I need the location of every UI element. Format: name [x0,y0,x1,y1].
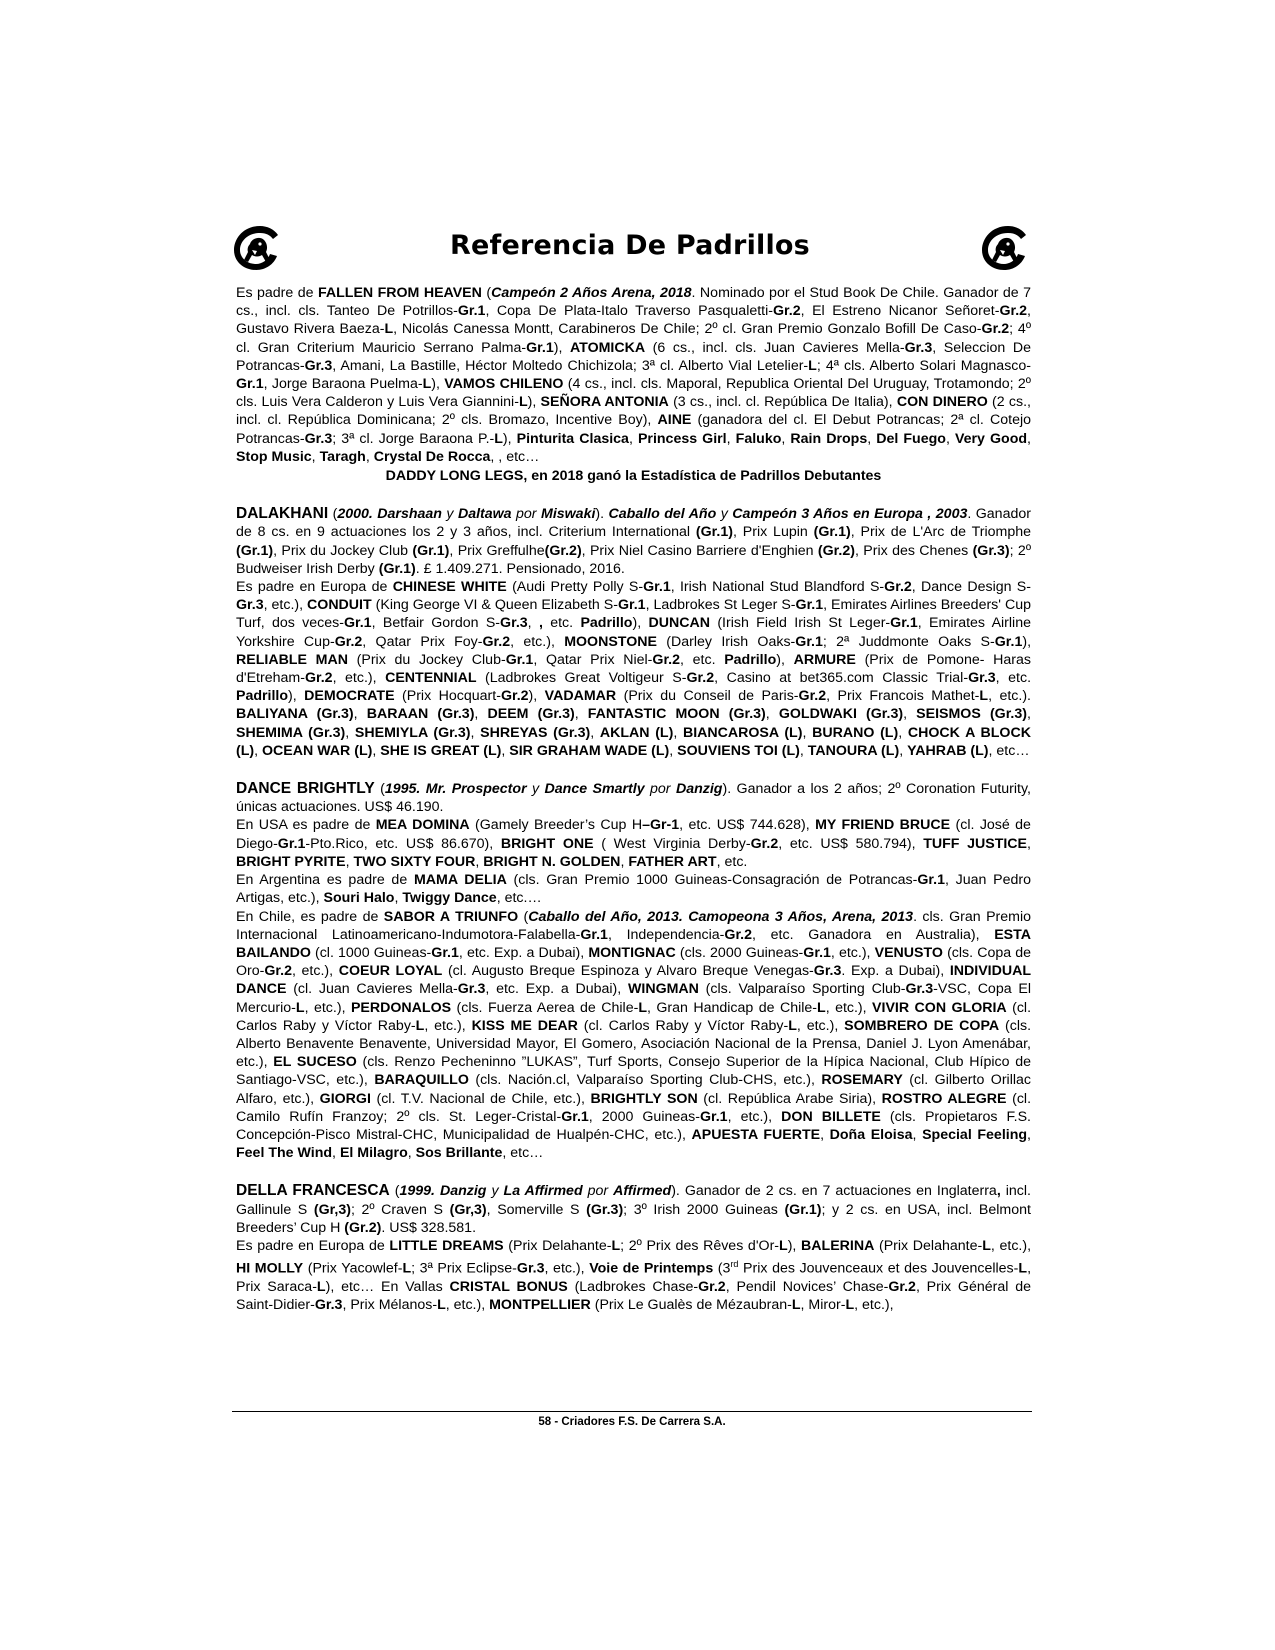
section-spacer [236,485,1031,505]
paragraph: Es padre de FALLEN FROM HEAVEN (Campeón 2 Años Arena, 2018. Nominado por el Stud Book De Chile. Ganador de 7 cs., incl. cls. Tanteo De Potrillos-Gr.1, Copa De Plata-Italo Traverso Pasqualetti-Gr.2, El Estreno Nicanor Señoret-Gr.2, Gustavo Rivera Baeza-L, Nicolás Canessa Montt, Carabineros De Chile; 2º cl. Gran Premio Gonzalo Bofill De Caso-Gr.2; 4º cl. Gran Criterium Mauricio Serrano Palma-Gr.1), ATOMICKA (6 cs., incl. cls. Juan Cavieres Mella-Gr.3, Seleccion De Potrancas-Gr.3, Amani, La Bastille, Héctor Moltedo Chichizola; 3ª cl. Alberto Vial Letelier-L; 4ª cls. Alberto Solari Magnasco-Gr.1, Jorge Baraona Puelma-L), VAMOS CHILENO (4 cs., incl. cls. Maporal, Republica Oriental Del Uruguay, Trotamondo; 2º cls. Luis Vera Calderon y Luis Vera Giannini-L), SEÑORA ANTONIA (3 cs., incl. cl. República De Italia), CON DINERO (2 cs., incl. cl. República Dominicana; 2º cls. Bromazo, Incentive Boy), AINE (ganadora del cl. El Debut Potrancas; 2ª cl. Cotejo Potrancas-Gr.3; 3ª cl. Jorge Baraona P.-L), Pinturita Clasica, Princess Girl, Faluko, Rain Drops, Del Fuego, Very Good, Stop Music, Taragh, Crystal De Rocca, , etc… [236,285,1032,465]
document-body [236,284,1031,1315]
highlight-note: DADDY LONG LEGS, en 2018 ganó la Estadística de Padrillos Debutantes [385,468,882,485]
footer-divider [232,1411,1032,1412]
paragraph: Es padre en Europa de CHINESE WHITE (Audi Pretty Polly S-Gr.1, Irish National Stud Blandford S-Gr.2, Dance Design S-Gr.3, etc.), CONDUIT (King George VI & Queen Elizabeth S-Gr.1, Ladbrokes St Leger S-Gr.1, Emirates Airlines Breeders' Cup Turf, dos veces-Gr.1, Betfair Gordon S-Gr.3, , etc. Padrillo), DUNCAN (Irish Field Irish St Leger-Gr.1, Emirates Airline Yorkshire Cup-Gr.2, Qatar Prix Foy-Gr.2, etc.), MOONSTONE (Darley Irish Oaks-Gr.1; 2ª Juddmonte Oaks S-Gr.1), RELIABLE MAN (Prix du Jockey Club-Gr.1, Qatar Prix Niel-Gr.2, etc. Padrillo), ARMURE (Prix de Pomone- Haras d'Etreham-Gr.2, etc.), CENTENNIAL (Ladbrokes Great Voltigeur S-Gr.2, Casino at bet365.com Classic Trial-Gr.3, etc. Padrillo), DEMOCRATE (Prix Hocquart-Gr.2), VADAMAR (Prix du Conseil de Paris-Gr.2, Prix Francois Mathet-L, etc.). BALIYANA (Gr.3), BARAAN (Gr.3), DEEM (Gr.3), FANTASTIC MOON (Gr.3), GOLDWAKI (Gr.3), SEISMOS (Gr.3), SHEMIMA (Gr.3), SHEMIYLA (Gr.3), SHREYAS (Gr.3), AKLAN (L), BIANCAROSA (L), BURANO (L), CHOCK A BLOCK (L), OCEAN WAR (L), SHE IS GREAT (L), SIR GRAHAM WADE (L), SOUVIENS TOI (L), TANOURA (L), YAHRAB (L), etc… [236,579,1032,759]
page-footer: 58 - Criadores F.S. De Carrera S.A. [538,1416,726,1428]
paragraph: DALAKHANI (2000. Darshaan y Daltawa por Miswaki). Caballo del Año y Campeón 3 Años en Europa , 2003. Ganador de 8 cs. en 9 actuaciones los 2 y 3 años, incl. Criterium International (Gr.1), Prix Lupin (Gr.1), Prix de L'Arc de Triomphe (Gr.1), Prix du Jockey Club (Gr.1), Prix Greffulhe(Gr.2), Prix Niel Casino Barriere d'Enghien (Gr.2), Prix des Chenes (Gr.3); 2º Budweiser Irish Derby (Gr.1). £ 1.409.271. Pensionado, 2016. [236,505,1031,577]
paragraph: DELLA FRANCESCA (1999. Danzig y La Affirmed por Affirmed). Ganador de 2 cs. en 7 actuaciones en Inglaterra, incl. Gallinule S (Gr,3); 2º Craven S (Gr,3), Somerville S (Gr.3); 3º Irish 2000 Guineas (Gr.1); y 2 cs. en USA, incl. Belmont Breeders’ Cup H (Gr.2). US$ 328.581. [236,1182,1031,1236]
section-spacer [236,760,1031,780]
section-spacer [236,1162,1031,1182]
page-header [230,222,1030,274]
page-title: Referencia De Padrillos [450,230,810,261]
paragraph: DANCE BRIGHTLY (1995. Mr. Prospector y Dance Smartly por Danzig). Ganador a los 2 años; 2º Coronation Futurity, únicas actuaciones. US$ 46.190. [236,780,1031,816]
paragraph: Es padre en Europa de LITTLE DREAMS (Prix Delahante-L; 2º Prix des Rêves d'Or-L), BALERINA (Prix Delahante-L, etc.), HI MOLLY (Prix Yacowlef-L; 3ª Prix Eclipse-Gr.3, etc.), Voie de Printemps (3rd Prix des Jouvenceaux et des Jouvencelles-L, Prix Saraca-L), etc… En Vallas CRISTAL BONUS (Ladbrokes Chase-Gr.2, Pendil Novices’ Chase-Gr.2, Prix Général de Saint-Didier-Gr.3, Prix Mélanos-L, etc.), MONTPELLIER (Prix Le Gualès de Mézaubran-L, Miror-L, etc.), [236,1237,1032,1314]
paragraph: En Argentina es padre de MAMA DELIA (cls. Gran Premio 1000 Guineas-Consagración de Potrancas-Gr.1, Juan Pedro Artigas, etc.), Souri Halo, Twiggy Dance, etc.… [236,872,1031,907]
horse-head-logo-icon [978,222,1030,274]
paragraph: En USA es padre de MEA DOMINA (Gamely Breeder’s Cup H–Gr-1, etc. US$ 744.628), MY FRIEND BRUCE (cl. José de Diego-Gr.1-Pto.Rico, etc. US$ 86.670), BRIGHT ONE ( West Virginia Derby-Gr.2, etc. US$ 580.794), TUFF JUSTICE, BRIGHT PYRITE, TWO SIXTY FOUR, BRIGHT N. GOLDEN, FATHER ART, etc. [236,817,1031,870]
paragraph: En Chile, es padre de SABOR A TRIUNFO (Caballo del Año, 2013. Camopeona 3 Años, Arena, 2013. cls. Gran Premio Internacional Latinoamericano-Indumotora-Falabella-Gr.1, Independencia-Gr.2, etc. Ganadora en Australia), ESTA BAILANDO (cl. 1000 Guineas-Gr.1, etc. Exp. a Dubai), MONTIGNAC (cls. 2000 Guineas-Gr.1, etc.), VENUSTO (cls. Copa de Oro-Gr.2, etc.), COEUR LOYAL (cl. Augusto Breque Espinoza y Alvaro Breque Venegas-Gr.3. Exp. a Dubai), INDIVIDUAL DANCE (cl. Juan Cavieres Mella-Gr.3, etc. Exp. a Dubai), WINGMAN (cls. Valparaíso Sporting Club-Gr.3-VSC, Copa El Mercurio-L, etc.), PERDONALOS (cls. Fuerza Aerea de Chile-L, Gran Handicap de Chile-L, etc.), VIVIR CON GLORIA (cl. Carlos Raby y Víctor Raby-L, etc.), KISS ME DEAR (cl. Carlos Raby y Víctor Raby-L, etc.), SOMBRERO DE COPA (cls. Alberto Benavente Benavente, Universidad Mayor, El Gomero, Asociación Nacional de la Prensa, Daniel J. Lyon Amenábar, etc.), EL SUCESO (cls. Renzo Pecheninno ”LUKAS”, Turf Sports, Consejo Superior de la Hípica Nacional, Club Hípico de Santiago-VSC, etc.), BARAQUILLO (cls. Nación.cl, Valparaíso Sporting Club-CHS, etc.), ROSEMARY (cl. Gilberto Orillac Alfaro, etc.), GIORGI (cl. T.V. Nacional de Chile, etc.), BRIGHTLY SON (cl. República Arabe Siria), ROSTRO ALEGRE (cl. Camilo Rufín Franzoy; 2º cls. St. Leger-Cristal-Gr.1, 2000 Guineas-Gr.1, etc.), DON BILLETE (cls. Propietaros F.S. Concepción-Pisco Mistral-CHC, Municipalidad de Hualpén-CHC, etc.), APUESTA FUERTE, Doña Eloisa, Special Feeling, Feel The Wind, El Milagro, Sos Brillante, etc… [236,908,1032,1162]
